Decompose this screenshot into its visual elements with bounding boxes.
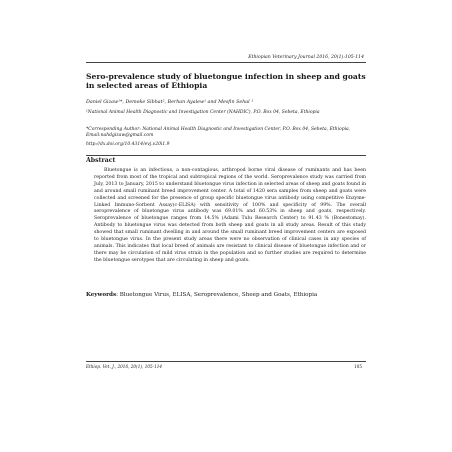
- keywords-label: Keywords: [86, 292, 117, 298]
- header-rule: [86, 62, 366, 63]
- abstract-separator: [86, 155, 366, 156]
- footer-rule: [86, 361, 366, 362]
- author-affiliation: ¹National Animal Health Diagnostic and Investigation Center (NAHDIC), P.O. Box 04, Sebeta, Ethiopia: [86, 110, 320, 115]
- abstract-body: Bluetongue is an infectious, a non-contagious, arthropod borne viral disease of ruminants and has been reported from most of the tropical and subtropical regions of the world. Seroprevalence study was carried from July, 2013 to January, 2015 to understand bluetongue virus infection in selected areas of sheep and goats found in and around small ruminant breed improvement center. A total of 1420 sera samples from sheep and goats were collected and screened for the presence of group specific bluetongue virus antibody using competitive Enzyme-Linked Immuno-Sorbent Assay(c-ELISA) with sensitivity of 100% and specificity of 99%. The overall seroprevalence of bluetongue virus antibody was 69.01% and 60.53% in sheep and goats, respectively. Seroprevalence of bluetongue ranges from 14.5% (Adami Tulu Research Center) to 91.43 % (Bonestomay). Antibody to bluetongue virus was detected from both sheep and goats in all study areas. Result of this study showed that small ruminant dwelling in and around the small ruminant breed improvement centers are exposed to bluetongue virus. In the present study areas there were no observation of clinical cases in any species of animals. This indicates that local breed of animals are resistant to clinical disease of bluetongue infection and or there may be circulation of mild virus strain in the population and so further studies are required to determine the bluetongue serotypes that are circulating in sheep and goats.: [94, 168, 366, 263]
- journal-running-header: Ethiopian Veterinary Journal 2016, 20(1):105-114: [248, 55, 364, 60]
- keywords-text: : Bluetongue Virus, ELISA, Seroprevalence, Sheep and Goats, Ethiopia: [116, 292, 318, 298]
- page-number: 105: [354, 364, 362, 369]
- abstract-heading: Abstract: [86, 157, 116, 164]
- doi-link[interactable]: http://dx.doi.org/10.4314/evj.v20i1.9: [86, 142, 170, 147]
- corresponding-author: *Corresponding Author: National Animal Health Diagnostic and Investigation Center, P.O. Box 04, Sebeta, Ethiopia, Email:nahdgizaw@gmail.com: [86, 127, 351, 138]
- author-list: Daniel Gizaw¹*, Demeke Sibhat², Berhan Ayalew¹ and Mesfin Sehal ¹: [86, 100, 254, 105]
- footer-citation: Ethiop. Vet. J., 2016, 20(1), 105-114: [86, 364, 163, 369]
- keywords: [86, 292, 366, 299]
- article-title: Sero-prevalence study of bluetongue infection in sheep and goats in selected areas of Ethiopia: [86, 72, 366, 91]
